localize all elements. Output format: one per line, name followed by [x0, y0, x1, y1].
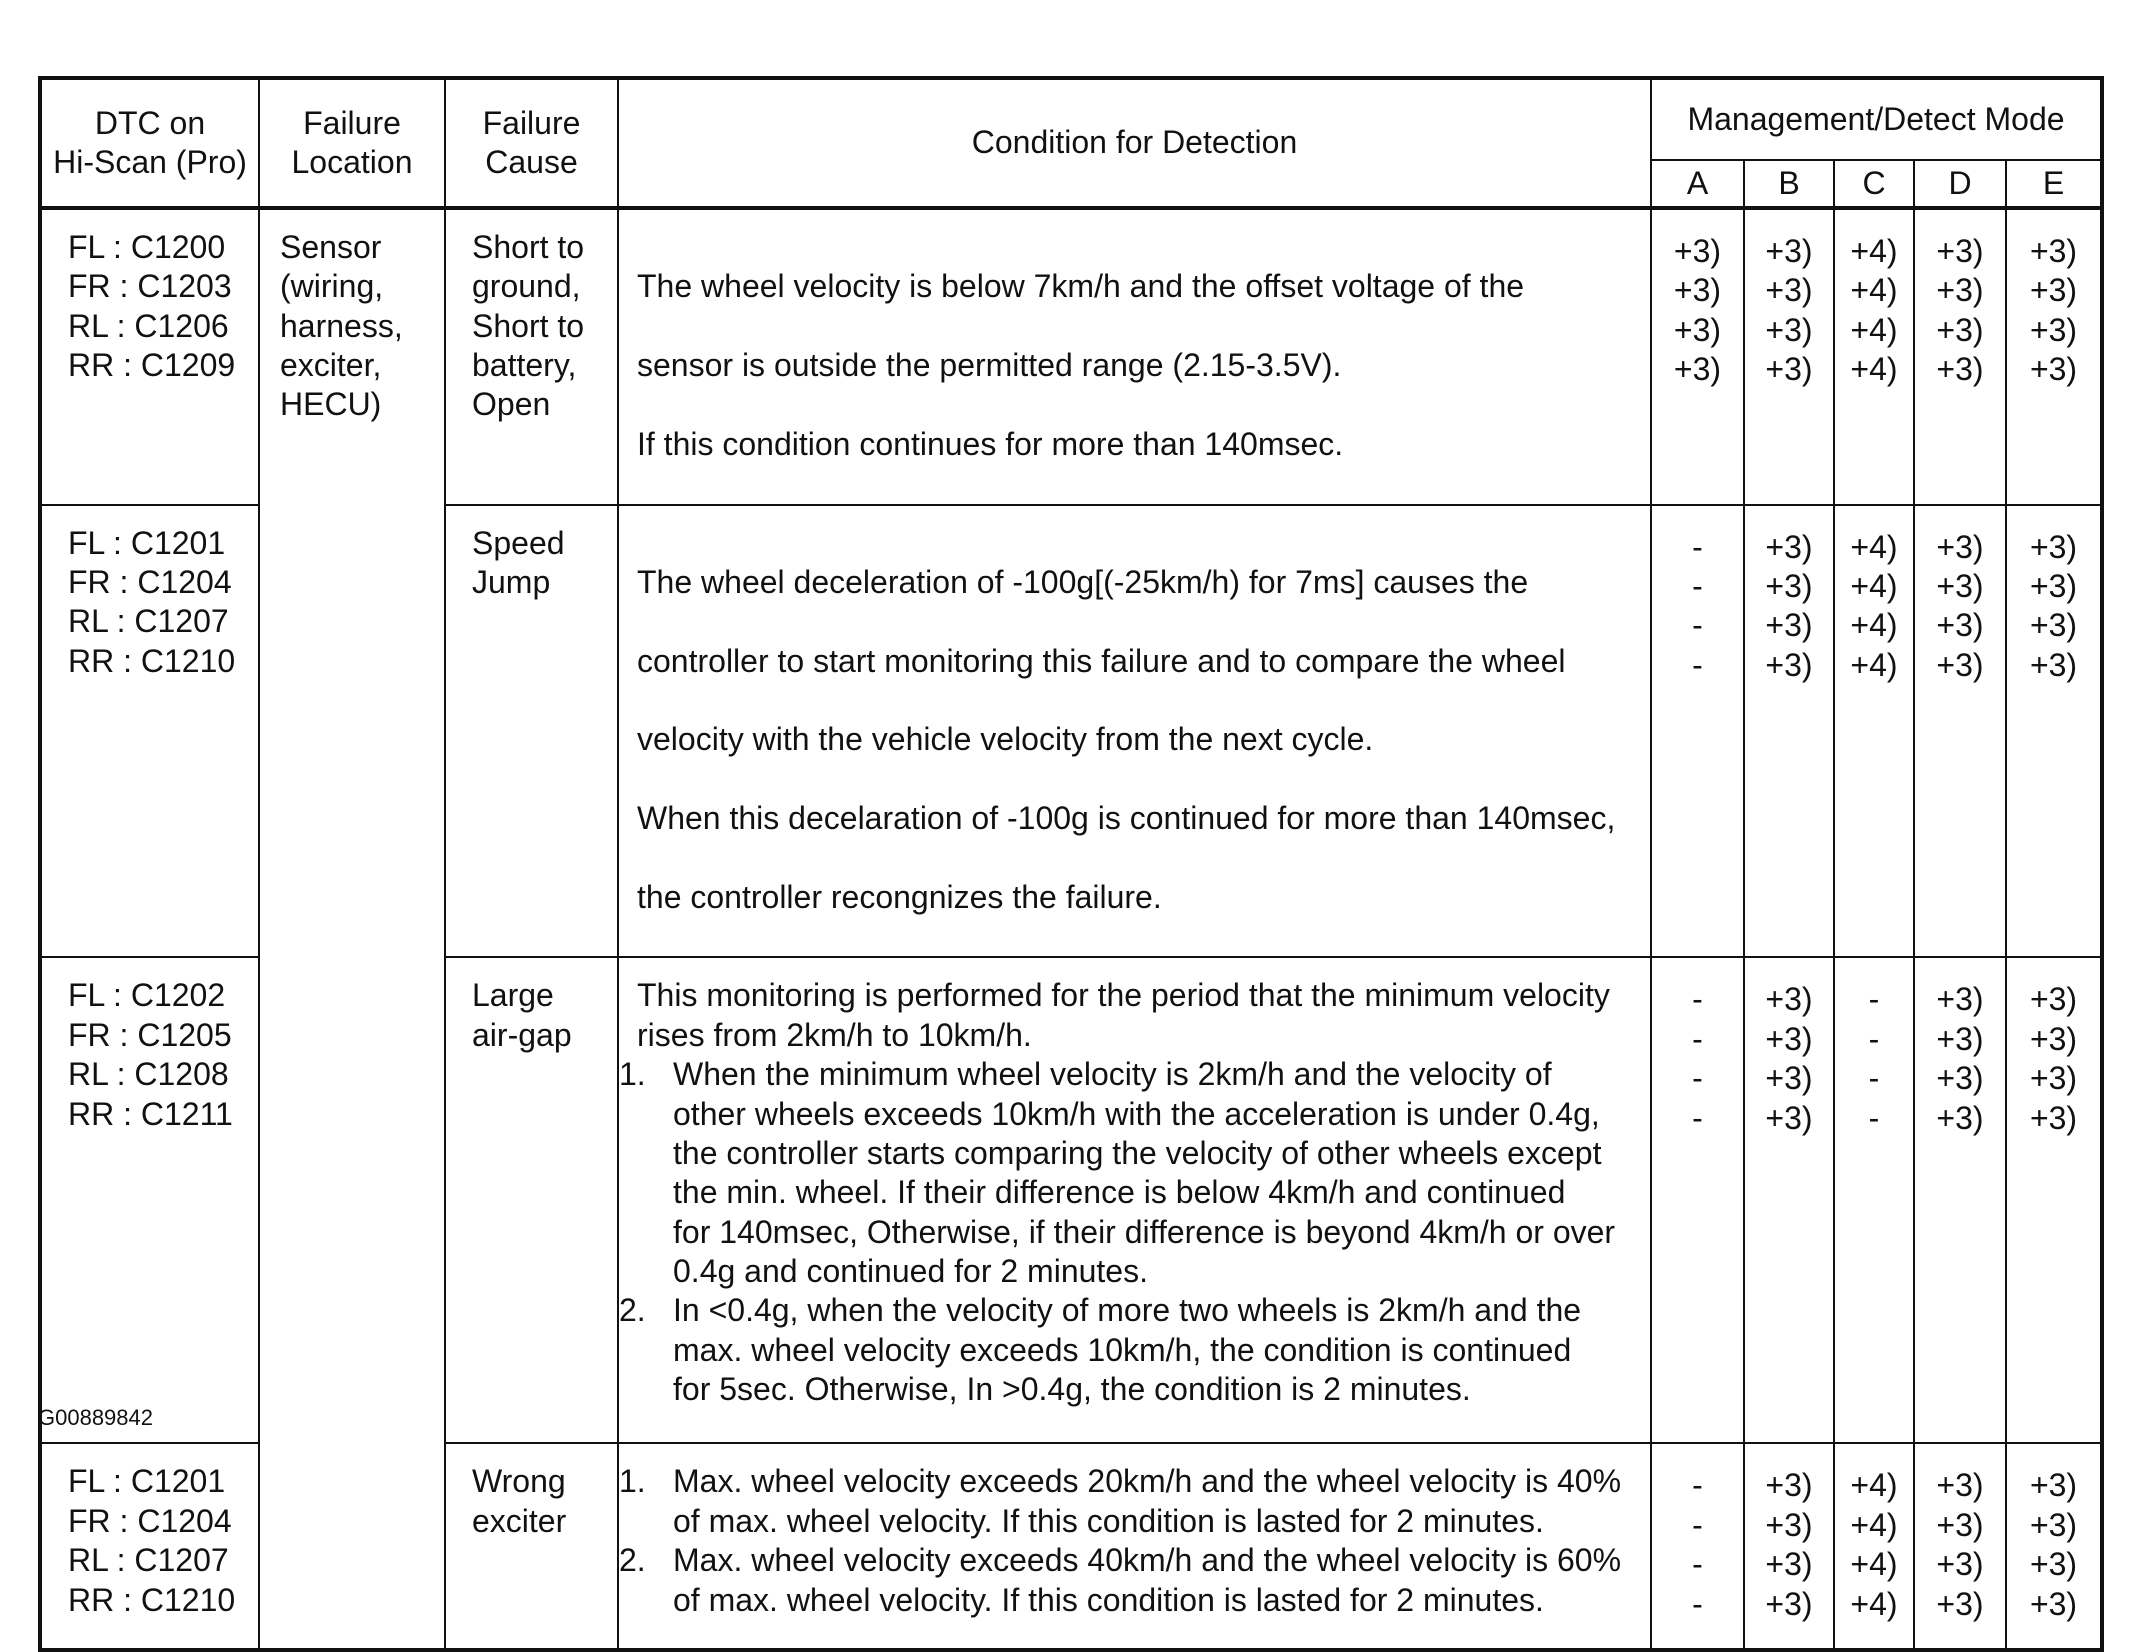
- condition-item-text: Max. wheel velocity exceeds 20km/h and the wheel velocity is 40% of max. wheel velocity. If this condition is lasted for 2 minutes.: [673, 1463, 1622, 1539]
- condition-list-item: [619, 1055, 1650, 1291]
- condition-item-text: Max. wheel velocity exceeds 40km/h and the wheel velocity is 60% of max. wheel velocity. If this condition is lasted for 2 minutes.: [673, 1542, 1622, 1618]
- header-failure-location: Failure Location: [259, 78, 445, 208]
- condition-list-item: [619, 1291, 1650, 1409]
- condition-line: controller to start monitoring this failure and to compare the wheel: [637, 642, 1566, 679]
- header-mode-b: B: [1744, 160, 1834, 208]
- mode-b-values: +3) +3) +3) +3): [1744, 1443, 1834, 1650]
- condition-line: the controller recongnizes the failure.: [637, 878, 1162, 915]
- condition-item-text: When the minimum wheel velocity is 2km/h and the velocity of other wheels exceeds 10km/h with the acceleration is under 0.4g, the controller starts comparing the velocity of other wheels except the min. wheel. If their difference is below 4km/h and continued for 140msec, Otherwise, if their difference is beyond 4km/h or over 0.4g and continued for 2 minutes.: [673, 1056, 1616, 1289]
- failure-cause: Wrong exciter: [445, 1443, 618, 1650]
- mode-b-values: +3) +3) +3) +3): [1744, 208, 1834, 505]
- mode-e-values: +3) +3) +3) +3): [2006, 957, 2102, 1443]
- mode-b-values: +3) +3) +3) +3): [1744, 957, 1834, 1443]
- mode-a-values: - - - -: [1651, 957, 1744, 1443]
- detection-condition: [618, 208, 1651, 505]
- condition-line: The wheel deceleration of -100g[(-25km/h) for 7ms] causes the: [637, 563, 1529, 600]
- condition-line: sensor is outside the permitted range (2.15-3.5V).: [637, 347, 1342, 384]
- table-header: [40, 78, 2102, 208]
- figure-id: G00889842: [38, 1405, 153, 1430]
- condition-item-number: 1.: [619, 1056, 646, 1093]
- mode-c-values: +4) +4) +4) +4): [1834, 1443, 1914, 1650]
- header-failure-cause: Failure Cause: [445, 78, 618, 208]
- dtc-codes: FL : C1201 FR : C1204 RL : C1207 RR : C1210: [40, 1443, 259, 1650]
- mode-d-values: +3) +3) +3) +3): [1914, 957, 2006, 1443]
- mode-a-values: - - - -: [1651, 1443, 1744, 1650]
- mode-d-values: +3) +3) +3) +3): [1914, 505, 2006, 958]
- mode-d-values: +3) +3) +3) +3): [1914, 208, 2006, 505]
- detection-condition: [618, 957, 1651, 1443]
- condition-list-item: [619, 1541, 1650, 1620]
- mode-e-values: +3) +3) +3) +3): [2006, 505, 2102, 958]
- mode-c-values: - - - -: [1834, 957, 1914, 1443]
- mode-c-values: +4) +4) +4) +4): [1834, 208, 1914, 505]
- condition-line: velocity with the vehicle velocity from the next cycle.: [637, 721, 1374, 758]
- dtc-codes: FL : C1202 FR : C1205 RL : C1208 RR : C1211: [40, 957, 259, 1443]
- header-mode-e: E: [2006, 160, 2102, 208]
- condition-item-number: 2.: [619, 1542, 646, 1579]
- header-condition: Condition for Detection: [618, 78, 1651, 208]
- mode-d-values: +3) +3) +3) +3): [1914, 1443, 2006, 1650]
- condition-line: If this condition continues for more than 140msec.: [637, 425, 1344, 462]
- header-mode-group: Management/Detect Mode: [1651, 78, 2102, 160]
- condition-list-item: [619, 1462, 1650, 1541]
- failure-cause: Large air-gap: [445, 957, 618, 1443]
- mode-a-values: +3) +3) +3) +3): [1651, 208, 1744, 505]
- condition-item-number: 1.: [619, 1463, 646, 1500]
- dtc-table: [38, 76, 2104, 1652]
- dtc-codes: FL : C1200 FR : C1203 RL : C1206 RR : C1209: [40, 208, 259, 505]
- condition-item-text: In <0.4g, when the velocity of more two wheels is 2km/h and the max. wheel velocity exceeds 10km/h, the condition is continued for 5sec. Otherwise, In >0.4g, the condition is 2 minutes.: [673, 1292, 1582, 1408]
- detection-condition: [618, 1443, 1651, 1650]
- condition-intro: This monitoring is performed for the period that the minimum velocity rises from 2km/h to 10km/h.: [637, 977, 1610, 1053]
- table-row: [40, 208, 2102, 505]
- condition-line: The wheel velocity is below 7km/h and the offset voltage of the: [637, 268, 1525, 305]
- condition-item-number: 2.: [619, 1292, 646, 1329]
- header-mode-c: C: [1834, 160, 1914, 208]
- mode-c-values: +4) +4) +4) +4): [1834, 505, 1914, 958]
- header-mode-a: A: [1651, 160, 1744, 208]
- header-mode-d: D: [1914, 160, 2006, 208]
- mode-b-values: +3) +3) +3) +3): [1744, 505, 1834, 958]
- failure-location: Sensor (wiring, harness, exciter, HECU): [259, 208, 445, 1650]
- failure-cause: Speed Jump: [445, 505, 618, 958]
- header-dtc: DTC on Hi-Scan (Pro): [40, 78, 259, 208]
- detection-condition: [618, 505, 1651, 958]
- dtc-codes: FL : C1201 FR : C1204 RL : C1207 RR : C1210: [40, 505, 259, 958]
- mode-a-values: - - - -: [1651, 505, 1744, 958]
- mode-e-values: +3) +3) +3) +3): [2006, 208, 2102, 505]
- failure-cause: Short to ground, Short to battery, Open: [445, 208, 618, 505]
- mode-e-values: +3) +3) +3) +3): [2006, 1443, 2102, 1650]
- condition-line: When this decelaration of -100g is continued for more than 140msec,: [637, 800, 1616, 837]
